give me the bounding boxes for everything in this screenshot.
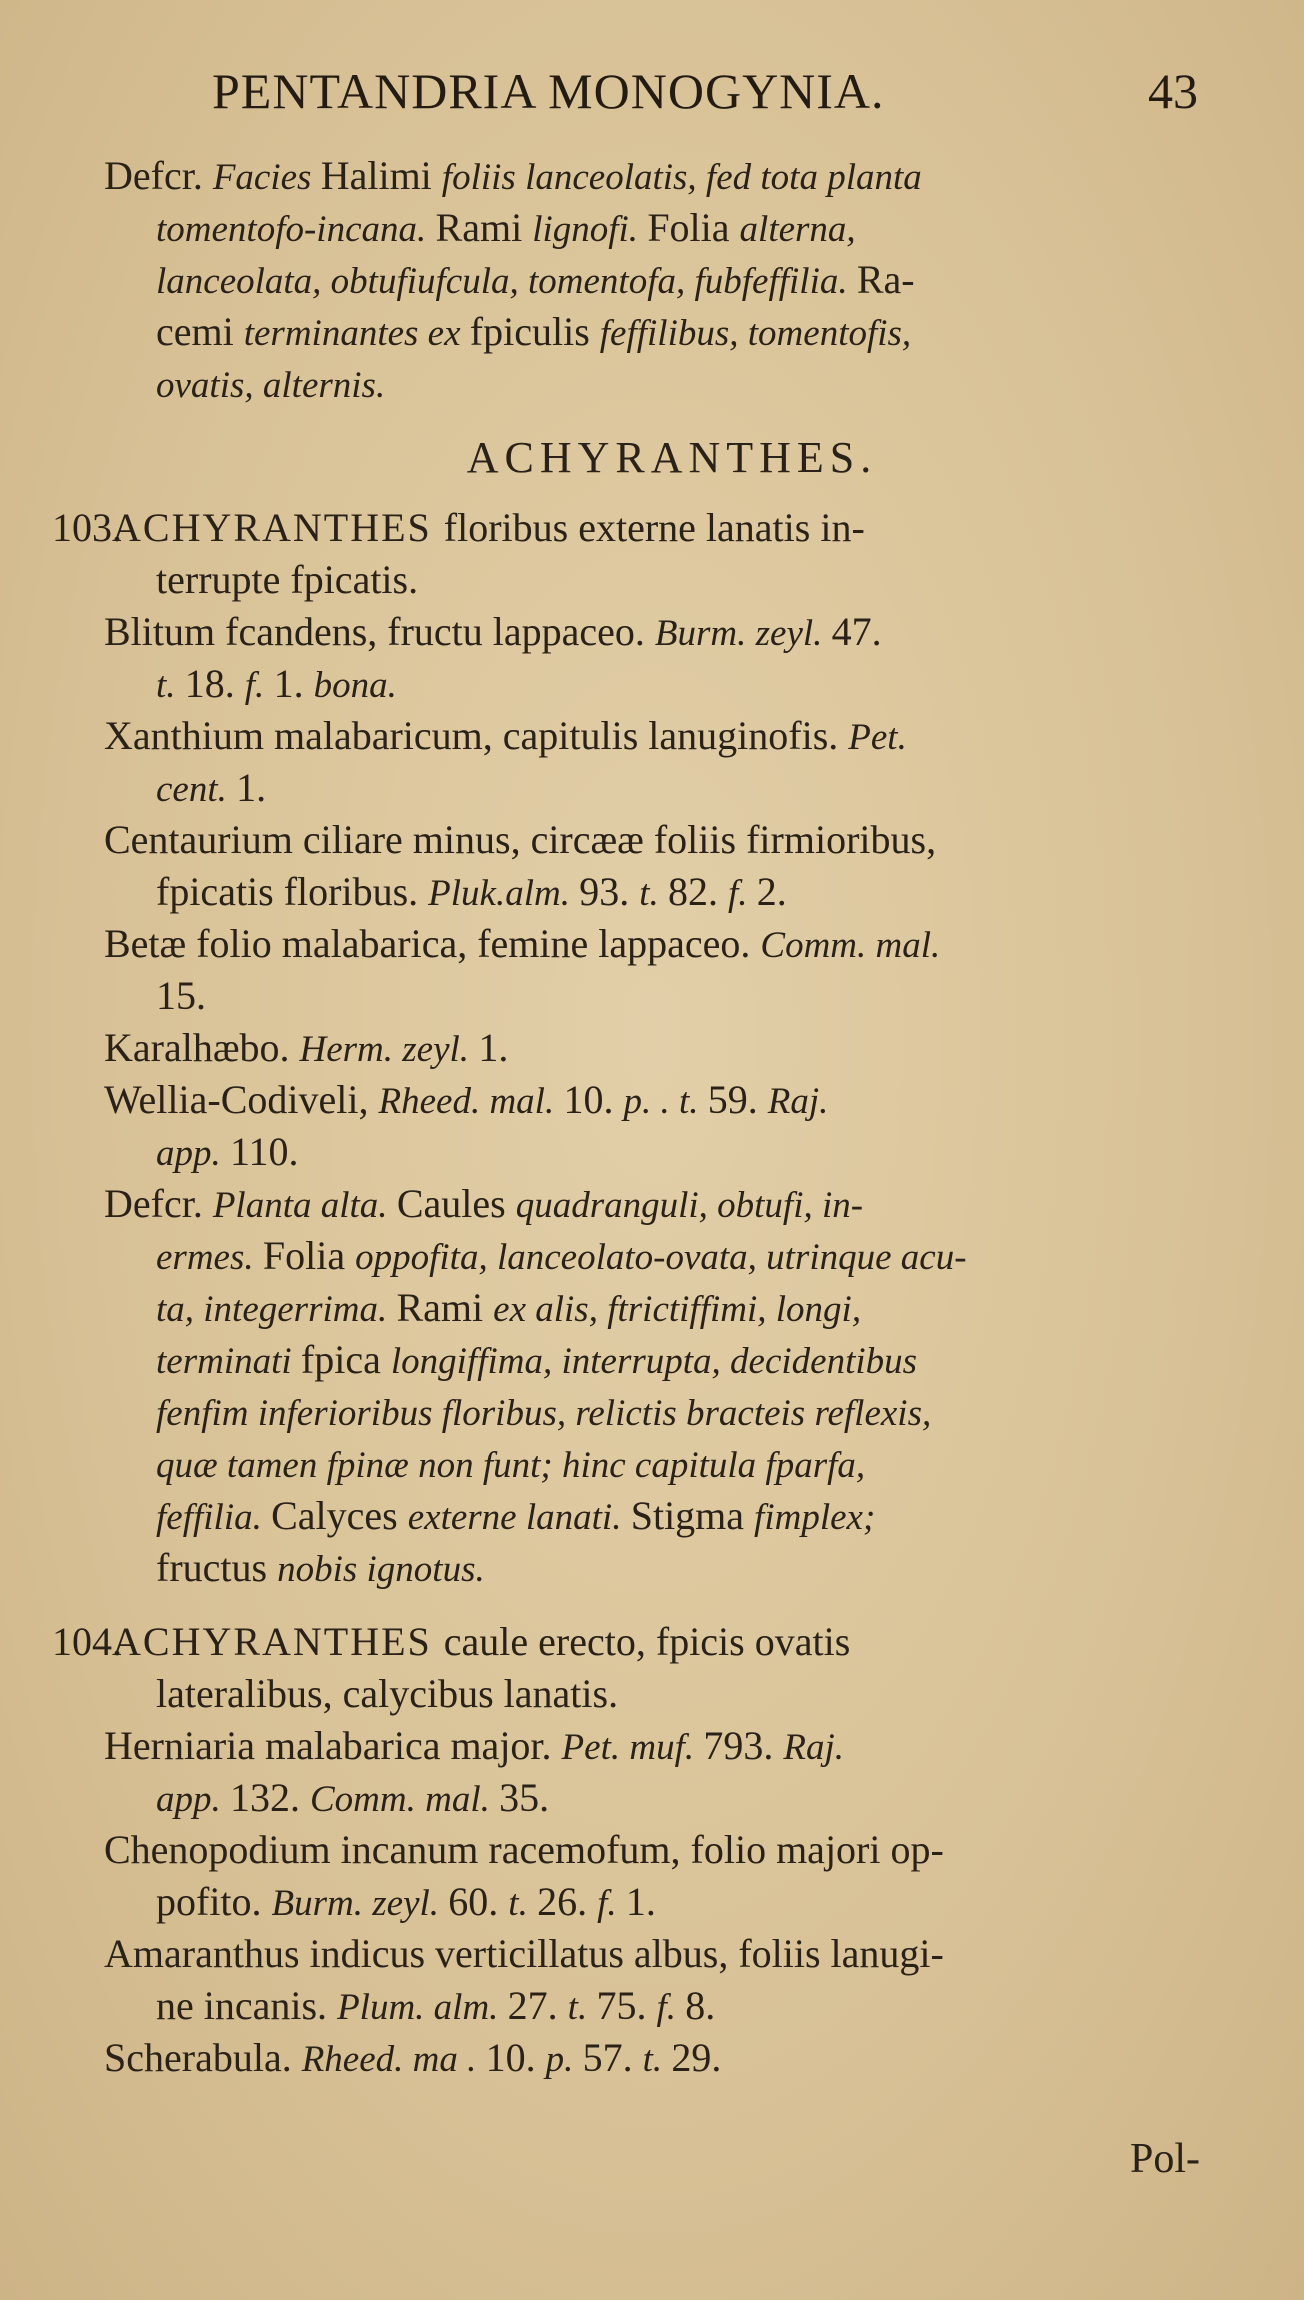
italic-text: p. . t. [623, 1081, 708, 1122]
roman-text: Halimi [320, 153, 442, 198]
italic-text: Comm. mal. [310, 1779, 500, 1820]
roman-text: 110. [230, 1129, 299, 1174]
italic-text: ta, integerrima. [156, 1289, 397, 1330]
text-line [0, 970, 1304, 1022]
text-line [0, 918, 1304, 970]
roman-text: lateralibus, calycibus lanatis. [156, 1671, 619, 1716]
catchword: Pol- [1130, 2136, 1201, 2182]
roman-text: 59. [707, 1077, 768, 1122]
text-line [0, 606, 1304, 658]
italic-text: Pluk.alm. [428, 873, 580, 914]
roman-text: 1. [478, 1025, 509, 1070]
italic-text: quadranguli, obtufi, in- [515, 1185, 864, 1226]
text-line [0, 1542, 1304, 1594]
roman-text: 132. [230, 1775, 310, 1820]
text-line [0, 306, 1304, 358]
roman-text: fructus [156, 1545, 278, 1590]
roman-text: caule erecto, fpicis ovatis [443, 1619, 851, 1664]
roman-text: 26. [537, 1879, 598, 1924]
italic-text: t. [508, 1883, 538, 1924]
roman-text: 10. [485, 2035, 546, 2080]
italic-text: app. [156, 1133, 230, 1174]
italic-text: lanceolata, obtufiufcula, tomentofa, fubfeffilia. [156, 261, 857, 302]
page-body [0, 150, 1304, 2084]
italic-text: Burm. zeyl. [271, 1883, 449, 1924]
entry-number: 104. [52, 1619, 122, 1664]
roman-text: 57. [582, 2035, 643, 2080]
text-line [0, 866, 1304, 918]
roman-text: floribus externe lanatis in- [443, 505, 865, 550]
roman-text: Betæ folio malabarica, femine lappaceo. [104, 921, 761, 966]
italic-text: Planta alta. [212, 1185, 397, 1226]
italic-text: fimplex; [754, 1497, 876, 1538]
paragraph-gap [0, 1594, 1304, 1616]
roman-text: Xanthium malabaricum, capitulis lanuginofis. [104, 713, 849, 758]
italic-text: ex alis, ftrictiffimi, longi, [493, 1289, 862, 1330]
italic-text: f. [244, 665, 274, 706]
italic-text: foliis lanceolatis, fed tota planta [441, 157, 922, 198]
roman-text: ne incanis. [156, 1983, 338, 2028]
italic-text: t. [642, 2039, 672, 2080]
roman-text: Folia [647, 205, 740, 250]
roman-text: 27. [507, 1983, 568, 2028]
roman-text: Folia [262, 1233, 356, 1278]
italic-text: t. [567, 1987, 597, 2028]
genus-name: ACHYRANTHES [112, 1619, 444, 1664]
italic-text: ovatis, alternis. [156, 365, 386, 406]
italic-text: Rheed. mal. [378, 1081, 564, 1122]
italic-text: nobis ignotus. [277, 1549, 485, 1590]
roman-text: Centaurium ciliare minus, circææ foliis firmioribus, [104, 817, 937, 862]
italic-text: bona. [313, 665, 397, 706]
roman-text: 1. [273, 661, 314, 706]
roman-text: Amaranthus indicus verticillatus albus, foliis lanugi- [104, 1931, 944, 1976]
roman-text: 47. [831, 609, 882, 654]
text-line [0, 1438, 1304, 1490]
text-line [0, 1074, 1304, 1126]
italic-text: f. [656, 1987, 686, 2028]
text-line [0, 1928, 1304, 1980]
roman-text: Rami [435, 205, 533, 250]
italic-text: fenfim inferioribus floribus, relictis bracteis reflexis, [156, 1393, 932, 1434]
roman-text: 35. [499, 1775, 550, 1820]
roman-text: fpicatis floribus. [156, 869, 429, 914]
roman-text: Blitum fcandens, fructu lappaceo. [104, 609, 655, 654]
running-head: PENTANDRIA MONOGYNIA. [212, 63, 885, 119]
italic-text: Pet. muf. [561, 1727, 704, 1768]
italic-text: t. [156, 665, 185, 706]
italic-text: oppofita, lanceolato-ovata, utrinque acu- [355, 1237, 967, 1278]
italic-text: ermes. [156, 1237, 263, 1278]
italic-text: tomentofo-incana. [156, 209, 436, 250]
roman-text: 10. [563, 1077, 624, 1122]
text-line [0, 1772, 1304, 1824]
italic-text: t. [639, 873, 669, 914]
italic-text: Rheed. ma . [301, 2039, 486, 2080]
italic-text: f. [728, 873, 757, 914]
italic-text: Facies [212, 157, 321, 198]
text-line [0, 1022, 1304, 1074]
italic-text: externe lanati. [407, 1497, 631, 1538]
roman-text: pofito. [156, 1879, 272, 1924]
roman-text: 793. [703, 1723, 784, 1768]
text-line [0, 1178, 1304, 1230]
roman-text: Chenopodium incanum racemofum, folio majori op- [104, 1827, 944, 1872]
text-line [0, 1126, 1304, 1178]
italic-text: terminati [156, 1341, 301, 1382]
italic-text: feffilibus, tomentofis, [599, 313, 912, 354]
italic-text: feffilia. [156, 1497, 272, 1538]
roman-text: fpiculis [469, 309, 600, 354]
roman-text: Caules [396, 1181, 516, 1226]
roman-text: 15. [156, 973, 206, 1018]
text-line [0, 150, 1304, 202]
text-line [0, 554, 1304, 606]
roman-text: Scherabula. [104, 2035, 302, 2080]
italic-text: Raj. [783, 1727, 844, 1768]
genus-name: ACHYRANTHES [112, 505, 444, 550]
italic-text: lignofi. [532, 209, 648, 250]
text-line [0, 1876, 1304, 1928]
page-number: 43 [1148, 63, 1198, 119]
italic-text: Pet. [848, 717, 907, 758]
italic-text: f. [597, 1883, 626, 1924]
italic-text: Raj. [767, 1081, 829, 1122]
roman-text: Defcr. [104, 153, 213, 198]
text-line [0, 2032, 1304, 2084]
text-line [0, 762, 1304, 814]
italic-text: Burm. zeyl. [654, 613, 832, 654]
roman-text: Wellia-Codiveli, [104, 1077, 379, 1122]
roman-text: Ra- [856, 257, 915, 302]
roman-text: 93. [579, 869, 640, 914]
roman-text: terrupte fpicatis. [156, 557, 419, 602]
roman-text: cemi [156, 309, 244, 354]
text-line [0, 1334, 1304, 1386]
roman-text: 1. [236, 765, 267, 810]
text-line [0, 254, 1304, 306]
text-line [0, 1720, 1304, 1772]
italic-text: alterna, [739, 209, 856, 250]
entry-first-line [0, 1616, 1304, 1668]
italic-text: cent. [156, 769, 237, 810]
text-line [0, 358, 1304, 410]
italic-text: Herm. zeyl. [299, 1029, 479, 1070]
italic-text: longiffima, interrupta, decidentibus [390, 1341, 918, 1382]
entry-number: 103. [52, 505, 122, 550]
roman-text: 18. [184, 661, 245, 706]
text-line [0, 814, 1304, 866]
roman-text: 75. [596, 1983, 657, 2028]
italic-text: Plum. alm. [337, 1987, 508, 2028]
text-line [0, 1490, 1304, 1542]
roman-text: fpica [300, 1337, 391, 1382]
text-line [0, 202, 1304, 254]
text-line [0, 1980, 1304, 2032]
roman-text: Calyces [271, 1493, 408, 1538]
text-line [0, 658, 1304, 710]
entry-first-line [0, 502, 1304, 554]
roman-text: 1. [625, 1879, 656, 1924]
italic-text: quæ tamen fpinæ non funt; hinc capitula fparfa, [156, 1445, 866, 1486]
text-line [0, 1282, 1304, 1334]
text-line [0, 1824, 1304, 1876]
page-header [0, 62, 1304, 122]
text-line [0, 1668, 1304, 1720]
text-line [0, 710, 1304, 762]
roman-text: 2. [756, 869, 787, 914]
italic-text: p. [545, 2039, 583, 2080]
roman-text: Defcr. [104, 1181, 213, 1226]
roman-text: Karalhæbo. [104, 1025, 300, 1070]
roman-text: 8. [685, 1983, 716, 2028]
section-heading [0, 410, 1304, 502]
italic-text: Comm. mal. [760, 925, 941, 966]
text-line [0, 1230, 1304, 1282]
roman-text: 82. [668, 869, 729, 914]
italic-text: app. [156, 1779, 230, 1820]
roman-text: 29. [671, 2035, 722, 2080]
roman-text: Stigma [630, 1493, 755, 1538]
roman-text: ACHYRANTHES. [466, 433, 878, 482]
roman-text: Herniaria malabarica major. [104, 1723, 562, 1768]
roman-text: 60. [448, 1879, 509, 1924]
italic-text: terminantes ex [243, 313, 470, 354]
roman-text: Rami [396, 1285, 494, 1330]
text-line [0, 1386, 1304, 1438]
